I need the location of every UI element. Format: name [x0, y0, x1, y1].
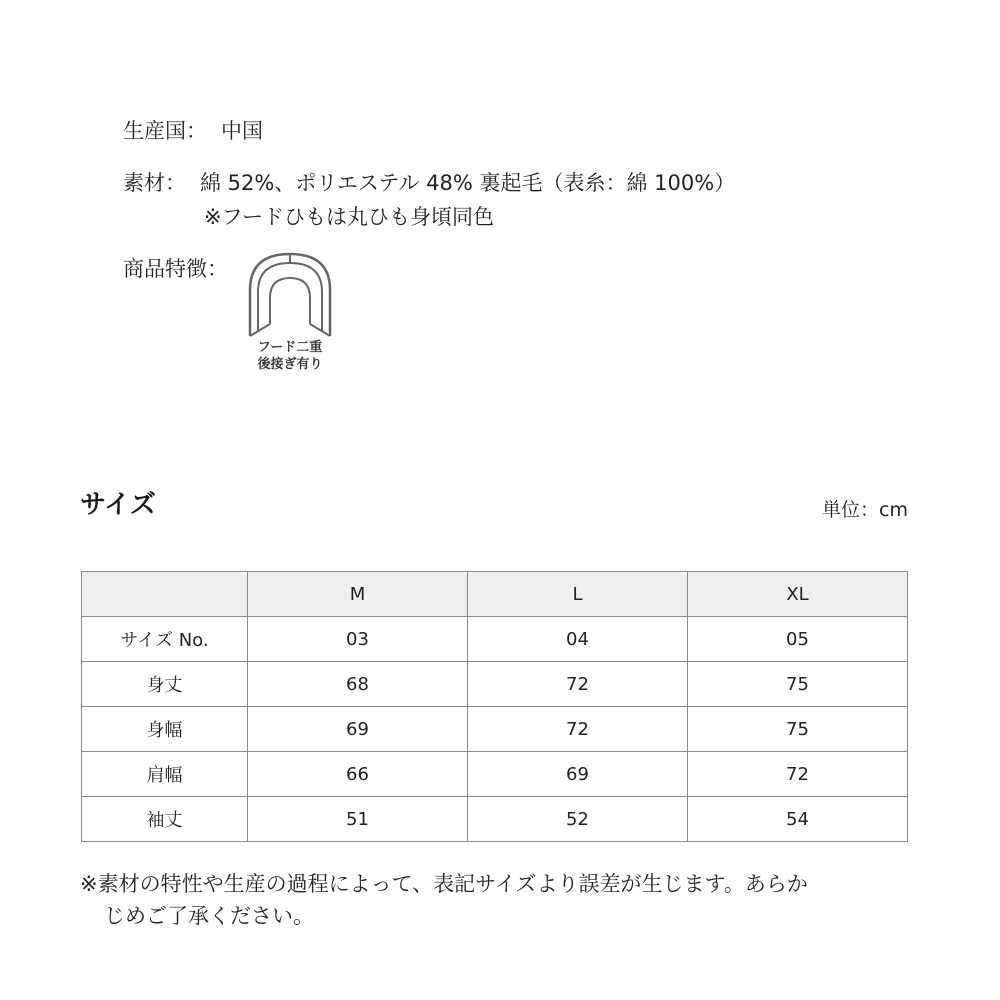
origin-value: 中国 [221, 119, 263, 143]
row-label-shoulder-width: 肩幅 [82, 752, 248, 797]
table-row [82, 797, 908, 842]
table-cell: 69 [248, 707, 468, 752]
table-cell: 75 [688, 707, 908, 752]
header-blank [82, 572, 248, 617]
hood-icon [244, 248, 336, 340]
row-label-body-length: 身丈 [82, 662, 248, 707]
footnote-line-1: ※素材の特性や生産の過程によって、表記サイズより誤差が生じます。あらか [80, 872, 808, 896]
header-size-l: L [468, 572, 688, 617]
table-cell: 66 [248, 752, 468, 797]
unit-label: 単位：cm [822, 499, 908, 521]
row-label-sleeve-length: 袖丈 [82, 797, 248, 842]
table-row [82, 662, 908, 707]
table-cell: 68 [248, 662, 468, 707]
table-row [82, 617, 908, 662]
size-footnote [80, 868, 910, 932]
material-value: 綿 52%、ポリエステル 48% 裏起毛（表糸：綿 100%） [200, 171, 736, 195]
header-size-xl: XL [688, 572, 908, 617]
table-cell: 05 [688, 617, 908, 662]
hood-caption-line-1: フード二重 [257, 340, 323, 355]
table-cell: 54 [688, 797, 908, 842]
material-note: ※フードひもは丸ひも身頃同色 [204, 205, 494, 229]
features-label: 商品特徴： [123, 257, 228, 281]
footnote-line-2: じめご了承ください。 [104, 904, 314, 928]
row-label-body-width: 身幅 [82, 707, 248, 752]
origin-label: 生産国： [123, 119, 207, 143]
material-label: 素材： [123, 171, 186, 195]
spec-material [123, 168, 735, 198]
table-cell: 72 [468, 662, 688, 707]
table-row [82, 752, 908, 797]
table-cell: 69 [468, 752, 688, 797]
table-row [82, 707, 908, 752]
table-cell: 72 [468, 707, 688, 752]
spec-origin [123, 116, 263, 146]
hood-feature [244, 248, 336, 380]
table-cell: 75 [688, 662, 908, 707]
spec-features [123, 254, 228, 284]
table-cell: 51 [248, 797, 468, 842]
table-header-row [82, 572, 908, 617]
table-cell: 04 [468, 617, 688, 662]
size-heading: サイズ [80, 490, 156, 520]
header-size-m: M [248, 572, 468, 617]
hood-caption-line-2: 後接ぎ有り [257, 357, 323, 372]
row-label-size-no: サイズ No. [82, 617, 248, 662]
size-table [81, 571, 908, 842]
table-cell: 03 [248, 617, 468, 662]
table-cell: 72 [688, 752, 908, 797]
table-cell: 52 [468, 797, 688, 842]
